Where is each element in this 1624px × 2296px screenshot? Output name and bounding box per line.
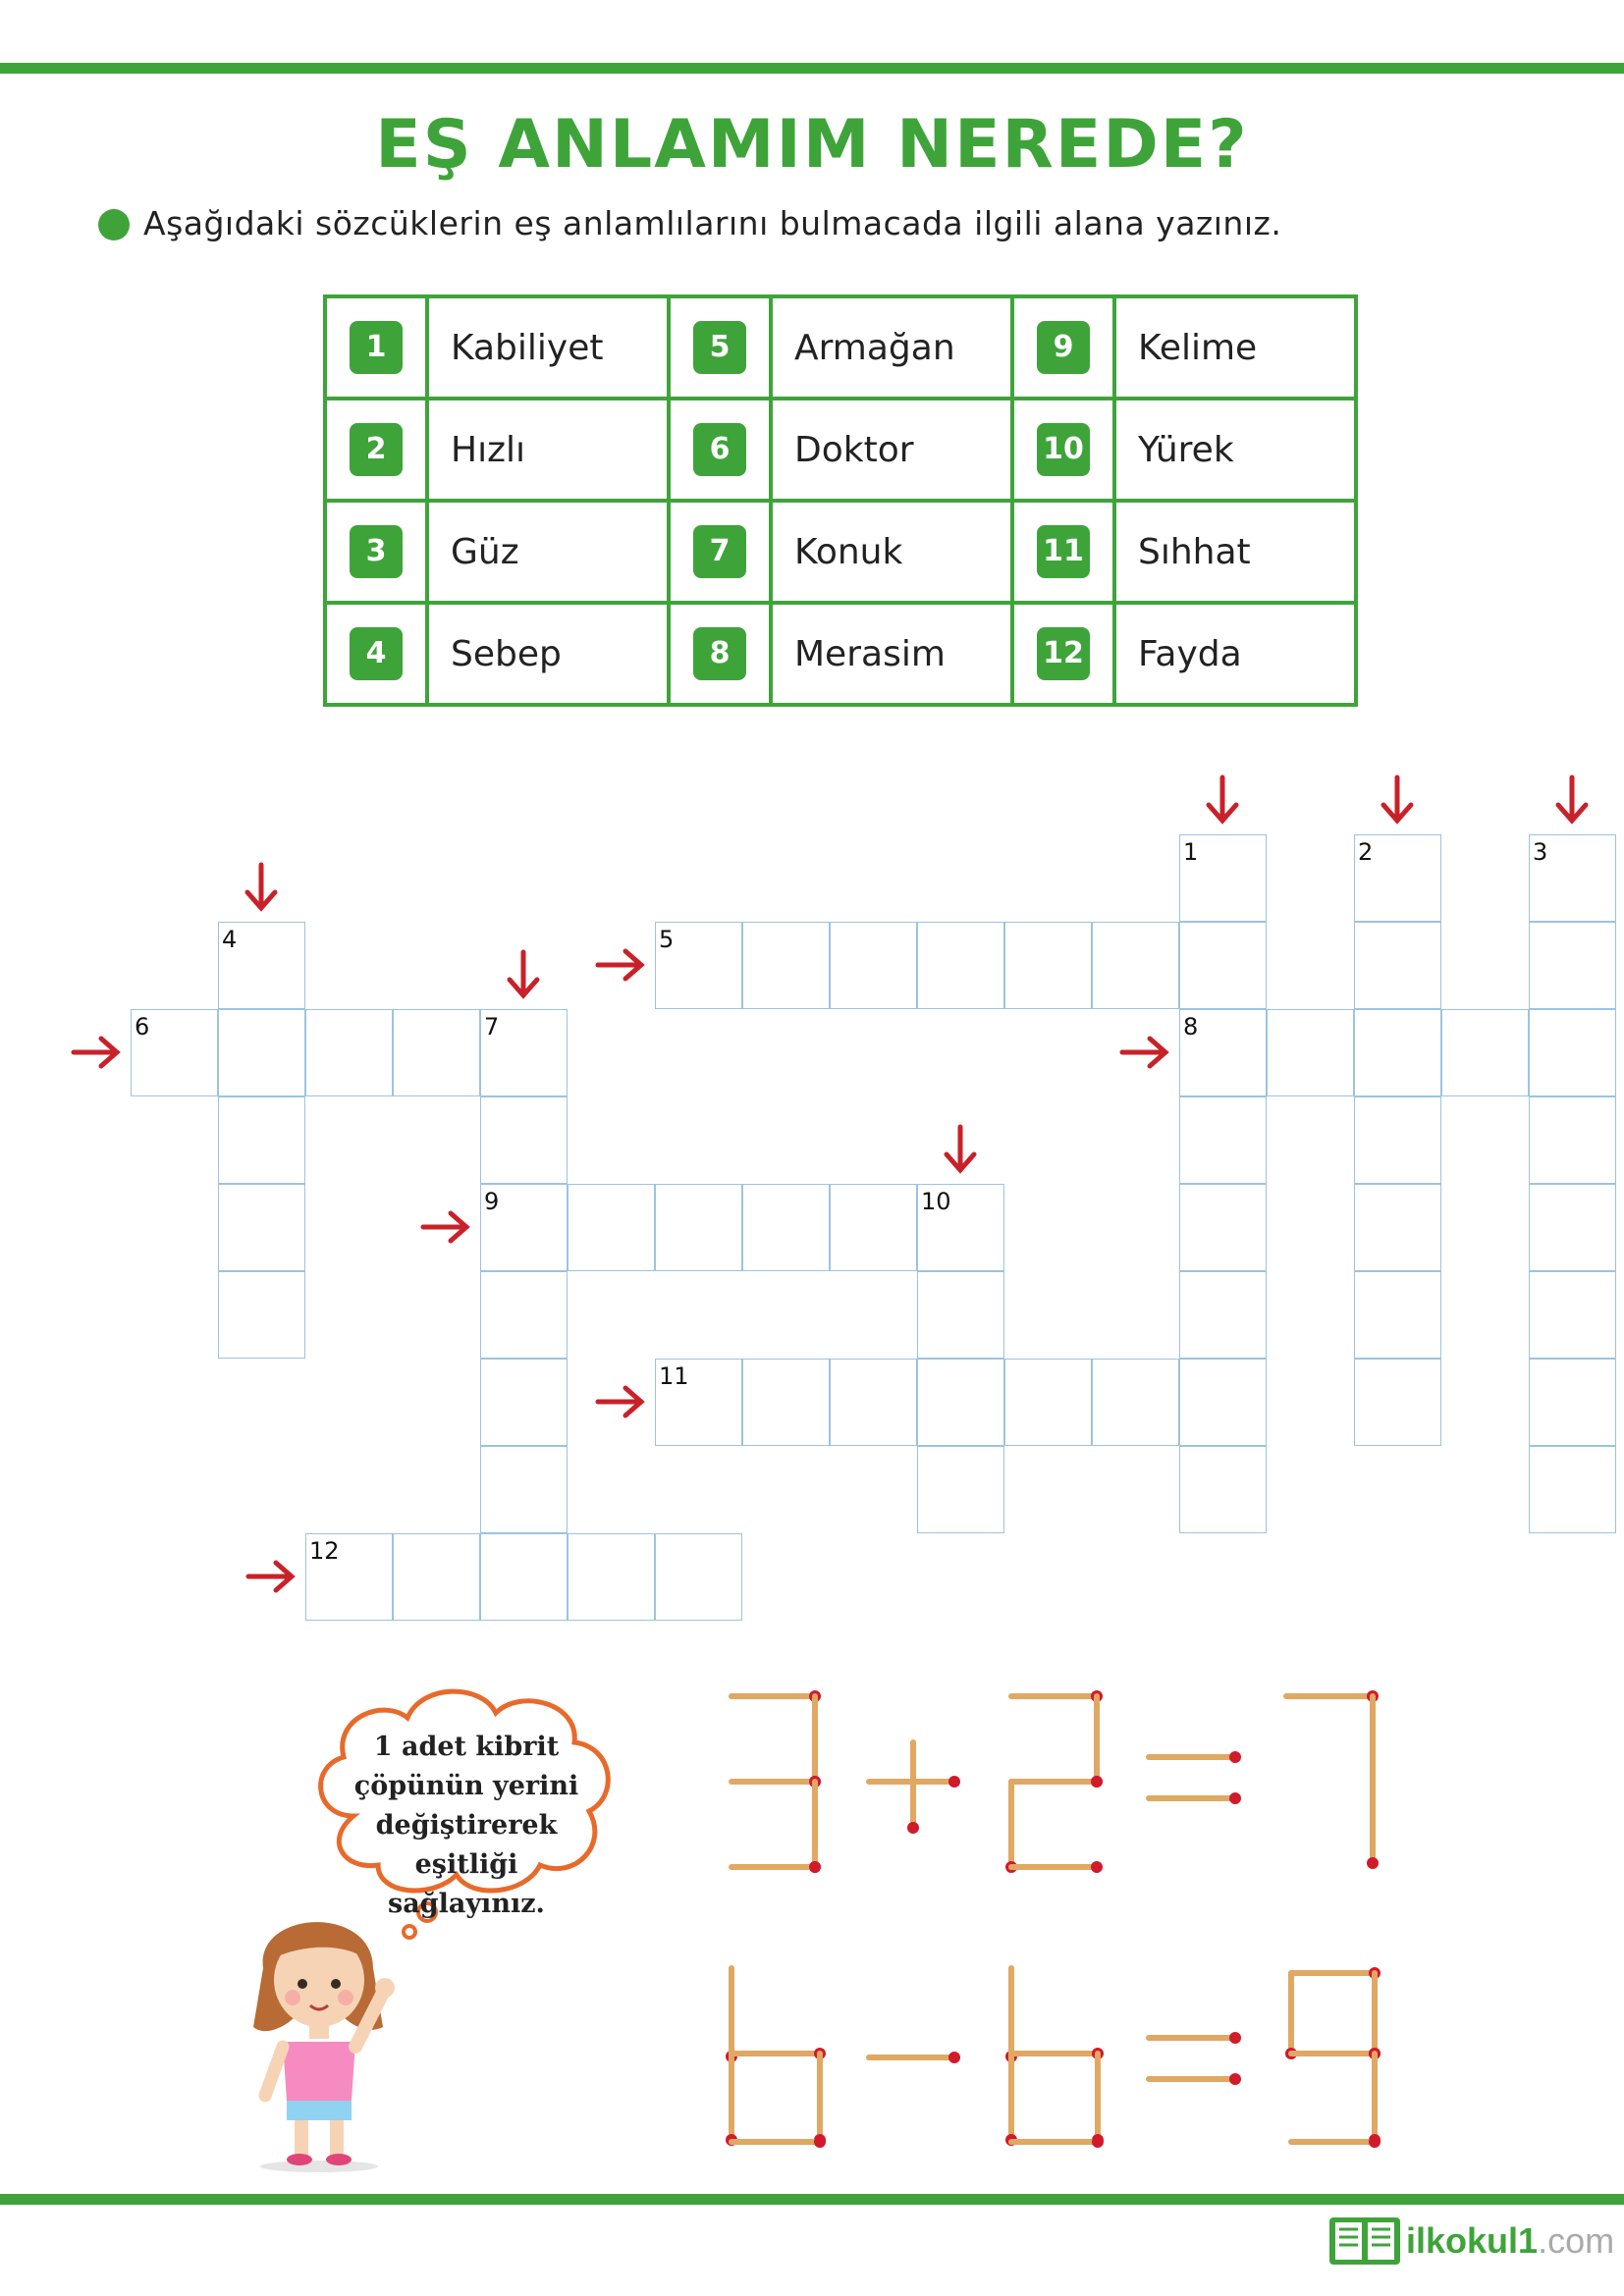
match-head <box>1229 2073 1241 2085</box>
match-head <box>1229 1751 1241 1763</box>
word-cell: Sıhhat <box>1114 501 1356 603</box>
instruction-text: Aşağıdaki sözcüklerin eş anlamlılarını bulmacada ilgili alana yazınız. <box>143 204 1282 242</box>
number-badge: 12 <box>1037 627 1090 680</box>
clue-number: 3 <box>1533 838 1548 866</box>
word-cell: Sebep <box>427 603 669 705</box>
page-title: EŞ ANLAMIM NEREDE? <box>375 106 1249 184</box>
number-badge: 9 <box>1037 321 1090 374</box>
match-head <box>1091 1861 1103 1873</box>
word-cell: Kelime <box>1114 296 1356 399</box>
word-cell: Merasim <box>771 603 1012 705</box>
bubble-text: 1 adet kibrit çöpünün yerini değiştirerek eşitliği sağlayınız. <box>353 1732 579 1919</box>
word-cell: Doktor <box>771 399 1012 501</box>
number-badge: 3 <box>350 525 403 578</box>
book-logo-icon <box>1327 2214 1402 2269</box>
number-badge: 1 <box>350 321 403 374</box>
clue-number: 4 <box>222 926 238 953</box>
match-head <box>1369 2136 1380 2148</box>
match-head <box>948 2052 960 2063</box>
word-cell: Hızlı <box>427 399 669 501</box>
clue-number: 5 <box>659 926 675 953</box>
match-head <box>1092 2136 1104 2148</box>
clue-number: 2 <box>1358 838 1374 866</box>
match-head <box>809 1861 821 1873</box>
bottom-green-bar <box>0 2194 1624 2205</box>
word-cell: Fayda <box>1114 603 1356 705</box>
clue-number: 7 <box>484 1013 500 1041</box>
number-badge: 4 <box>350 627 403 680</box>
match-head <box>907 1822 919 1834</box>
number-badge: 2 <box>350 423 403 476</box>
number-badge: 11 <box>1037 525 1090 578</box>
number-badge: 10 <box>1037 423 1090 476</box>
clue-number: 10 <box>921 1188 951 1215</box>
word-cell: Armağan <box>771 296 1012 399</box>
word-cell: Kabiliyet <box>427 296 669 399</box>
clue-number: 12 <box>309 1537 340 1565</box>
clue-number: 8 <box>1183 1013 1199 1041</box>
match-head <box>814 2136 826 2148</box>
number-badge: 6 <box>693 423 746 476</box>
brand-name: ilkokul1.com <box>1406 2220 1615 2261</box>
word-cell: Yürek <box>1114 399 1356 501</box>
match-head <box>948 1776 960 1788</box>
number-badge: 7 <box>693 525 746 578</box>
number-badge: 8 <box>693 627 746 680</box>
clue-number: 11 <box>659 1362 689 1390</box>
clue-number: 1 <box>1183 838 1199 866</box>
clue-number: 9 <box>484 1188 500 1215</box>
clue-number: 6 <box>135 1013 150 1041</box>
word-cell: Konuk <box>771 501 1012 603</box>
match-head <box>1229 2032 1241 2044</box>
match-head <box>1229 1792 1241 1804</box>
match-head <box>1367 1857 1379 1869</box>
match-head <box>1091 1776 1103 1788</box>
number-badge: 5 <box>693 321 746 374</box>
word-cell: Güz <box>427 501 669 603</box>
